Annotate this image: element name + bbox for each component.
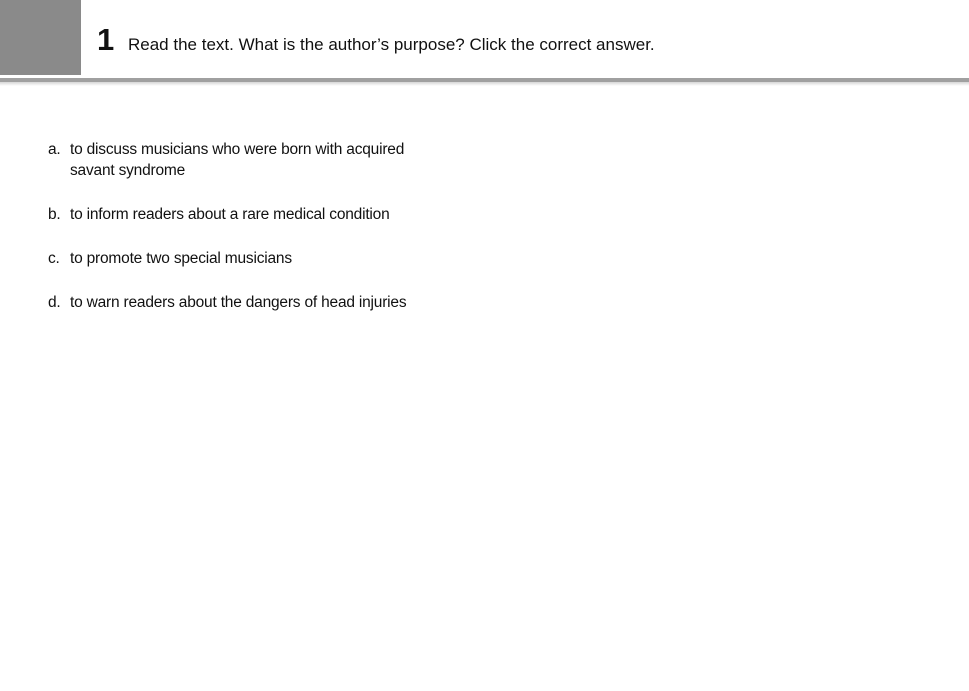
question-header (0, 0, 969, 78)
answer-option-b[interactable] (48, 204, 468, 225)
answer-letter: b. (48, 206, 61, 223)
answer-options-list (48, 139, 468, 336)
question-number: 1 (97, 22, 115, 57)
answer-text: to warn readers about the dangers of head injuries (70, 294, 407, 311)
answer-text: to discuss musicians who were born with acquired savant syndrome (70, 141, 405, 179)
question-prompt: Read the text. What is the author’s purpose? Click the correct answer. (128, 35, 655, 54)
answer-letter: d. (48, 294, 61, 311)
answer-letter: c. (48, 250, 60, 267)
header-decorative-block (0, 0, 81, 75)
header-divider-shadow (0, 82, 969, 86)
answer-text: to inform readers about a rare medical condition (70, 206, 390, 223)
answer-letter: a. (48, 141, 61, 158)
answer-option-a[interactable] (48, 139, 468, 181)
answer-option-c[interactable] (48, 248, 468, 269)
answer-option-d[interactable] (48, 292, 468, 313)
answer-text: to promote two special musicians (70, 250, 292, 267)
